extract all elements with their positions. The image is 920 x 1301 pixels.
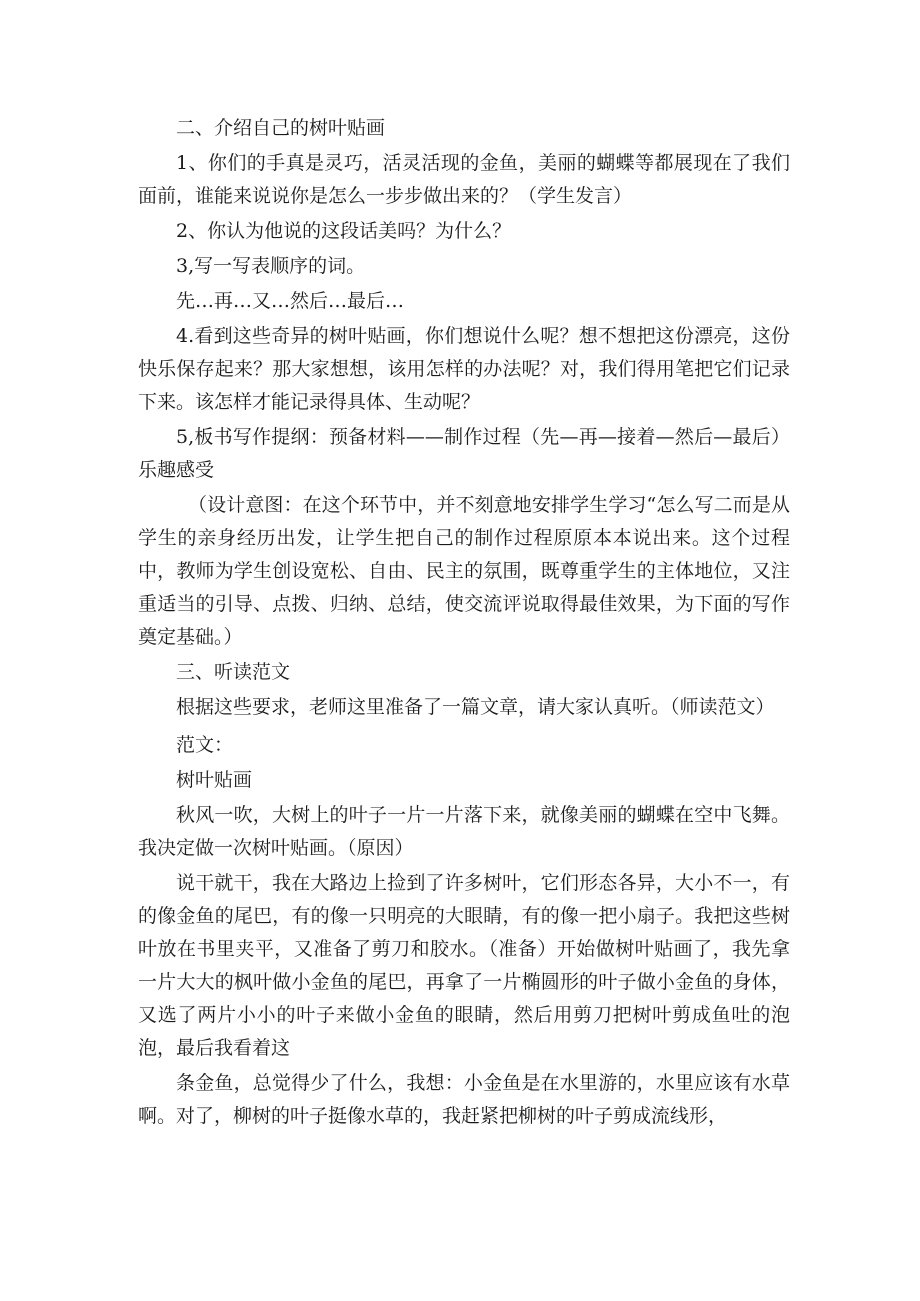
section-heading-2: 二、介绍自己的树叶贴画 [176, 117, 386, 139]
section-heading-3: 三、听读范文 [176, 661, 291, 683]
paragraph-design-intent: （设计意图：在这个环节中，并不刻意地安排学生学习“怎么写二而是从学生的亲身经历出发，让学生把自己的制作过程原原本本说出来。这个过程中，教师为学生创设宽松、自由、民主的氛围，既尊重学生的主体地位，又注重适当的引导、点拨、归纳、总结，使交流评说取得最佳效果，为下面的写作奠定基础。） [138, 494, 790, 648]
paragraph-step-4: 4.看到这些奇异的树叶贴画，你们想说什么呢？想不想把这份漂亮，这份快乐保存起来？那大家想想，该用怎样的办法呢？对，我们得用笔把它们记录下来。该怎样才能记录得具体、生动呢？ [138, 325, 790, 413]
paragraph-step-3: 3,写一写表顺序的词。 [176, 255, 366, 277]
document-body [138, 112, 790, 1133]
essay-paragraph-continued: 条金鱼，总觉得少了什么，我想：小金鱼是在水里游的，水里应该有水草啊。对了，柳树的叶子挺像水草的，我赶紧把柳树的叶子剪成流线形， [138, 1072, 790, 1127]
paragraph-step-5: 5,板书写作提纲：预备材料——制作过程（先—再—接着—然后—最后）乐趣感受 [138, 426, 790, 481]
paragraph-step-1: 1、你们的手真是灵巧，活灵活现的金鱼，美丽的蝴蝶等都展现在了我们面前，谁能来说说你是怎么一步步做出来的？（学生发言） [138, 152, 790, 207]
paragraph-step-2: 2、你认为他说的这段话美吗？为什么？ [176, 220, 512, 242]
paragraph-teacher-reads: 根据这些要求，老师这里准备了一篇文章，请大家认真听。（师读范文） [176, 696, 775, 718]
essay-paragraph-process: 说干就干，我在大路边上捡到了许多树叶，它们形态各异，大小不一，有的像金鱼的尾巴，有的像一只明亮的大眼睛，有的像一把小扇子。我把这些树叶放在书里夹平，又准备了剪刀和胶水。（准备）开始做树叶贴画了，我先拿一片大大的枫叶做小金鱼的尾巴，再拿了一片椭圆形的叶子做小金鱼的身体，又选了两片小小的叶子来做小金鱼的眼睛，然后用剪刀把树叶剪成鱼吐的泡泡，最后我看着这 [138, 872, 790, 1059]
label-model-essay: 范文： [176, 734, 234, 756]
paragraph-sequence-words: 先…再…又…然后…最后… [176, 290, 405, 312]
essay-title: 树叶贴画 [176, 769, 253, 791]
essay-paragraph-reason: 秋风一吹，大树上的叶子一片一片落下来，就像美丽的蝴蝶在空中飞舞。我决定做一次树叶贴画。（原因） [138, 804, 790, 859]
